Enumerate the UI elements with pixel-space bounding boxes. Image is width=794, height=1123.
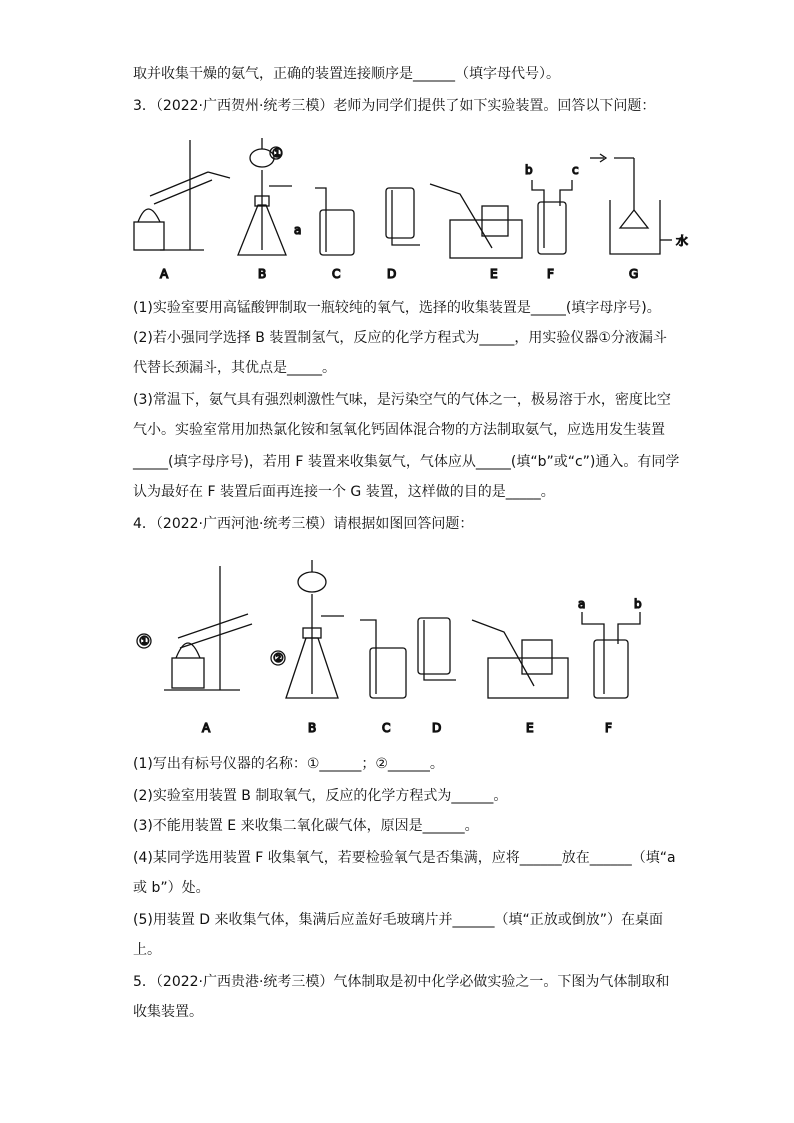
label-a: a	[578, 597, 586, 611]
figure-2-svg	[120, 548, 680, 738]
alcohol-lamp	[138, 209, 160, 222]
label-c: c	[572, 163, 579, 177]
text-line: 或 b”）处。	[133, 880, 210, 896]
gas-bottle-f	[538, 202, 566, 254]
gas-bottle-c	[320, 210, 354, 255]
question-4-header: 4．（2022·广西河池·统考三模）请根据如图回答问题：	[133, 516, 474, 532]
text-line: (4)某同学选用装置 F 收集氧气，若要检验氧气是否集满，应将______放在______（填“a	[133, 850, 676, 866]
caption-a: A	[160, 267, 169, 281]
gas-bottle-f	[594, 640, 628, 698]
gas-bottle-d	[386, 188, 414, 238]
figure-1-svg	[120, 130, 700, 290]
text-line: (3)常温下，氨气具有强烈刺激性气味，是污染空气的气体之一，极易溶于水，密度比空	[133, 392, 671, 408]
text-line: (2)若小强同学选择 B 装置制氢气，反应的化学方程式为_____，用实验仪器①分液漏斗	[133, 330, 667, 346]
test-tube	[150, 172, 208, 196]
figure-1-apparatus	[120, 130, 700, 290]
caption-e: E	[526, 721, 534, 735]
label-b: b	[525, 163, 533, 177]
text-line: 收集装置。	[133, 1004, 203, 1020]
text-line: (5)用装置 D 来收集气体，集满后应盖好毛玻璃片并______（填“正放或倒放”）在桌面	[133, 912, 664, 928]
text-line: 气小。实验室常用加热氯化铵和氢氧化钙固体混合物的方法制取氨气，应选用发生装置	[133, 422, 665, 438]
label-water: 水	[676, 234, 689, 248]
caption-g: G	[629, 267, 639, 281]
text-line: (3)不能用装置 E 来收集二氧化碳气体，原因是______。	[133, 818, 479, 834]
caption-a: A	[202, 721, 211, 735]
caption-d: D	[432, 721, 442, 735]
caption-c: C	[382, 721, 391, 735]
caption-c: C	[332, 267, 341, 281]
caption-e: E	[490, 267, 498, 281]
wooden-block	[134, 222, 164, 250]
label-circle-1: ①	[272, 146, 283, 160]
text-line: 代替长颈漏斗，其优点是_____。	[133, 360, 336, 376]
beaker	[610, 200, 660, 254]
label-circle-1: ①	[139, 634, 150, 648]
separatory-funnel	[298, 572, 326, 592]
text-line: (1)实验室要用高锰酸钾制取一瓶较纯的氧气，选择的收集装置是_____(填字母序号)。	[133, 300, 661, 316]
test-tube	[178, 614, 248, 638]
label-b: b	[634, 597, 642, 611]
label-circle-2: ②	[273, 651, 284, 665]
figure-2-apparatus	[120, 548, 680, 738]
question-3-header: 3．（2022·广西贺州·统考三模）老师为同学们提供了如下实验装置。回答以下问题：	[133, 98, 656, 114]
label-a: a	[294, 223, 302, 237]
caption-b: B	[308, 721, 317, 735]
text-line: 认为最好在 F 装置后面再连接一个 G 装置，这样做的目的是_____。	[133, 484, 555, 500]
text-line: (2)实验室用装置 B 制取氧气，反应的化学方程式为______。	[133, 788, 508, 804]
caption-b: B	[258, 267, 267, 281]
text-line: (1)写出有标号仪器的名称：①______；②______。	[133, 756, 444, 772]
wooden-block	[172, 658, 204, 688]
caption-f: F	[547, 267, 554, 281]
text-line: _____(填字母序号)，若用 F 装置来收集氨气，气体应从_____(填“b”或“c”)通入。有同学	[133, 454, 680, 470]
gas-bottle-d	[418, 618, 450, 674]
text-line: 上。	[133, 942, 161, 958]
caption-d: D	[387, 267, 397, 281]
water-trough	[488, 658, 568, 698]
question-5-header: 5．（2022·广西贵港·统考三模）气体制取是初中化学必做实验之一。下图为气体制取和	[133, 974, 670, 990]
caption-f: F	[605, 721, 612, 735]
text-line: 取并收集干燥的氨气，正确的装置连接顺序是______（填字母代号）。	[133, 66, 560, 82]
